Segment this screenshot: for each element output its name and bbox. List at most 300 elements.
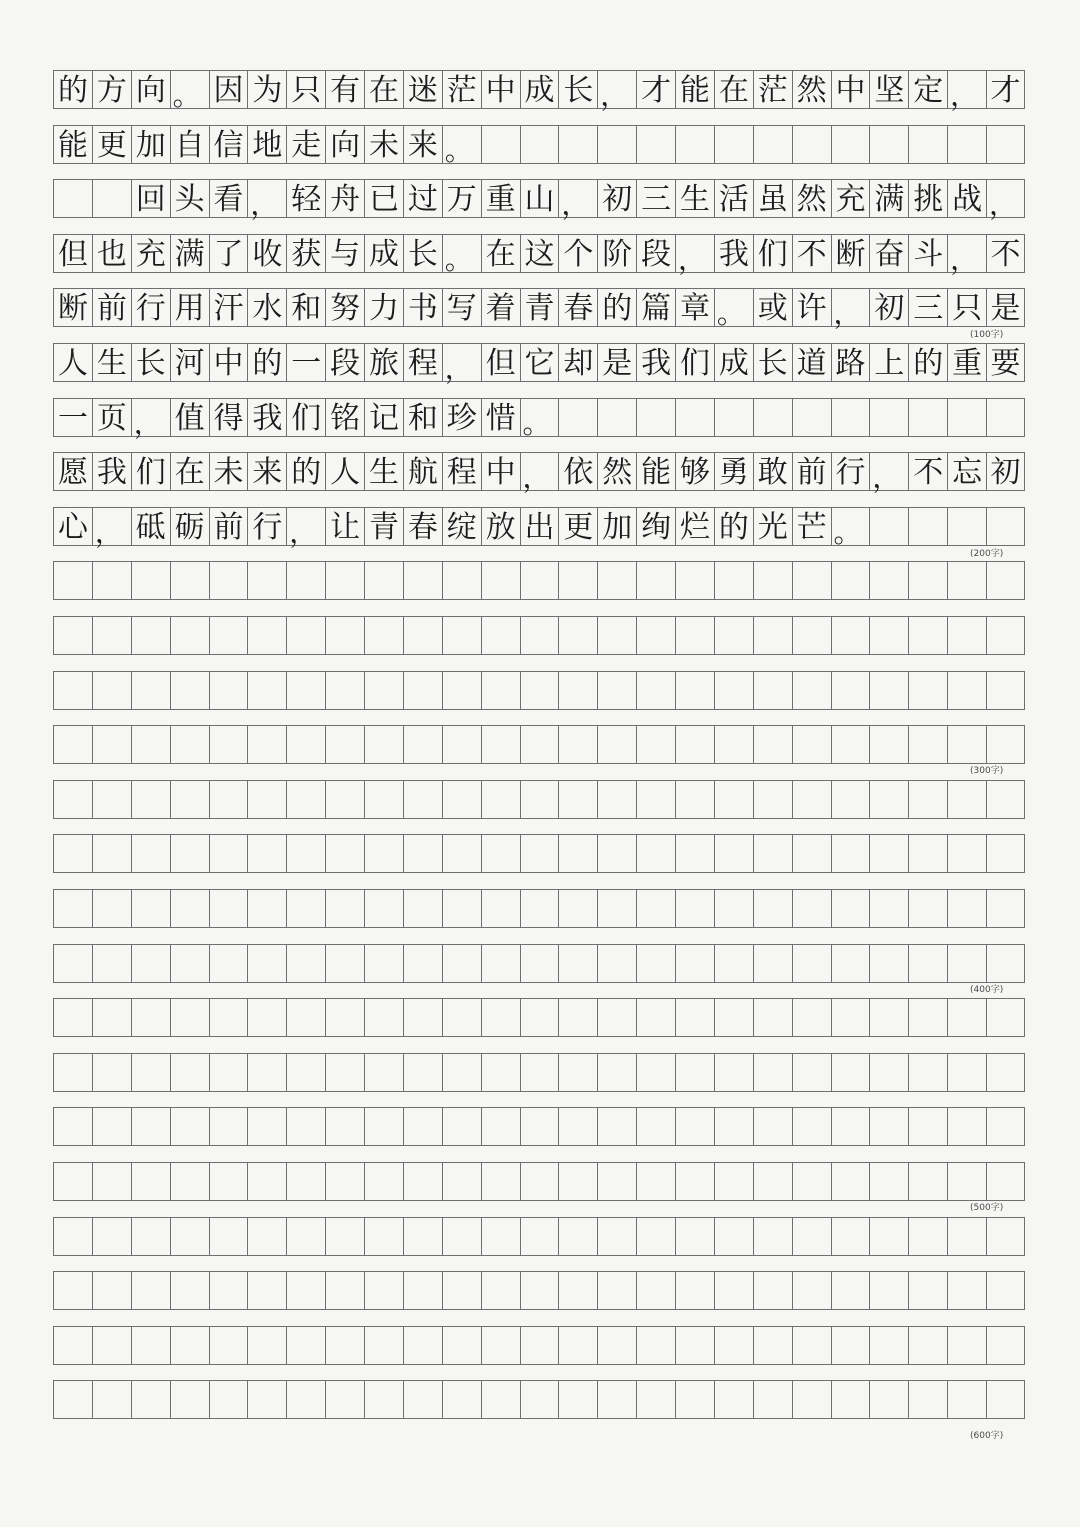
grid-cell: 三 bbox=[908, 288, 947, 327]
grid-cell bbox=[442, 998, 481, 1037]
grid-cell: 一 bbox=[286, 343, 325, 382]
grid-cell: 们 bbox=[286, 398, 325, 437]
grid-cell bbox=[520, 1326, 559, 1365]
grid-cell bbox=[908, 1271, 947, 1310]
grid-cell bbox=[792, 1271, 831, 1310]
grid-cell bbox=[636, 725, 675, 764]
grid-cell: 向 bbox=[325, 125, 364, 164]
grid-cell: 中 bbox=[481, 452, 520, 491]
grid-cell: 挑 bbox=[908, 179, 947, 218]
grid-cell bbox=[520, 1107, 559, 1146]
grid-cell bbox=[442, 1107, 481, 1146]
grid-cell bbox=[403, 780, 442, 819]
grid-cell: 充 bbox=[131, 234, 170, 273]
grid-cell bbox=[986, 1162, 1025, 1201]
grid-cell: 得 bbox=[209, 398, 248, 437]
grid-cell bbox=[92, 671, 131, 710]
grid-cell bbox=[753, 1053, 792, 1092]
essay-line bbox=[53, 234, 1025, 276]
grid-cell bbox=[403, 1053, 442, 1092]
grid-cell bbox=[636, 1053, 675, 1092]
grid-cell bbox=[753, 1380, 792, 1419]
grid-cell: 书 bbox=[403, 288, 442, 327]
grid-cell: 中 bbox=[209, 343, 248, 382]
grid-cell: 回 bbox=[131, 179, 170, 218]
grid-cell bbox=[675, 1107, 714, 1146]
grid-cell bbox=[908, 889, 947, 928]
grid-cell: 活 bbox=[714, 179, 753, 218]
grid-cell: 定 bbox=[908, 70, 947, 109]
grid-cell: 自 bbox=[170, 125, 209, 164]
grid-cell: 青 bbox=[520, 288, 559, 327]
grid-cell: 然 bbox=[792, 70, 831, 109]
grid-cell: 们 bbox=[131, 452, 170, 491]
grid-cell bbox=[364, 671, 403, 710]
grid-cell bbox=[869, 889, 908, 928]
grid-cell bbox=[986, 998, 1025, 1037]
grid-cell bbox=[986, 561, 1025, 600]
grid-cell bbox=[753, 616, 792, 655]
grid-cell bbox=[170, 1053, 209, 1092]
grid-cell bbox=[831, 616, 870, 655]
grid-cell bbox=[520, 1380, 559, 1419]
grid-cell bbox=[947, 1162, 986, 1201]
grid-cell bbox=[714, 780, 753, 819]
grid-cell: 青 bbox=[364, 507, 403, 546]
grid-cell bbox=[558, 998, 597, 1037]
grid-cell bbox=[908, 1162, 947, 1201]
grid-cell bbox=[831, 398, 870, 437]
grid-cell: ， bbox=[831, 288, 870, 327]
grid-cell bbox=[53, 944, 92, 983]
grid-cell bbox=[53, 561, 92, 600]
grid-cell bbox=[986, 616, 1025, 655]
grid-cell bbox=[131, 1053, 170, 1092]
word-count-400: (400字) bbox=[970, 985, 1004, 995]
grid-cell bbox=[286, 616, 325, 655]
grid-cell bbox=[481, 561, 520, 600]
grid-cell bbox=[792, 1053, 831, 1092]
grid-cell: 虽 bbox=[753, 179, 792, 218]
grid-cell bbox=[792, 398, 831, 437]
grid-cell: 心 bbox=[53, 507, 92, 546]
grid-cell: 地 bbox=[247, 125, 286, 164]
grid-cell: 一 bbox=[53, 398, 92, 437]
grid-cell bbox=[908, 1380, 947, 1419]
grid-cell bbox=[209, 1053, 248, 1092]
grid-cell bbox=[364, 1107, 403, 1146]
grid-cell bbox=[869, 671, 908, 710]
grid-cell: 我 bbox=[636, 343, 675, 382]
grid-cell bbox=[286, 1107, 325, 1146]
grid-cell bbox=[481, 1326, 520, 1365]
grid-cell: 茫 bbox=[753, 70, 792, 109]
grid-cell bbox=[442, 616, 481, 655]
grid-cell bbox=[325, 889, 364, 928]
grid-cell bbox=[831, 1217, 870, 1256]
grid-cell bbox=[986, 671, 1025, 710]
grid-cell: 三 bbox=[636, 179, 675, 218]
grid-cell: 在 bbox=[364, 70, 403, 109]
grid-cell bbox=[92, 725, 131, 764]
grid-cell bbox=[636, 780, 675, 819]
grid-cell bbox=[714, 889, 753, 928]
grid-cell bbox=[597, 1326, 636, 1365]
grid-cell bbox=[53, 671, 92, 710]
grid-cell bbox=[636, 1107, 675, 1146]
grid-cell bbox=[714, 725, 753, 764]
grid-cell bbox=[986, 944, 1025, 983]
grid-cell bbox=[53, 1271, 92, 1310]
grid-cell bbox=[908, 616, 947, 655]
grid-cell bbox=[481, 1107, 520, 1146]
grid-cell bbox=[714, 398, 753, 437]
grid-cell bbox=[714, 834, 753, 873]
grid-cell bbox=[869, 1271, 908, 1310]
empty-grid-row bbox=[53, 780, 1025, 819]
word-count-600: (600字) bbox=[970, 1431, 1004, 1441]
grid-cell bbox=[92, 780, 131, 819]
grid-cell bbox=[869, 834, 908, 873]
grid-cell bbox=[286, 889, 325, 928]
grid-cell: 珍 bbox=[442, 398, 481, 437]
grid-cell bbox=[908, 1107, 947, 1146]
grid-cell bbox=[986, 725, 1025, 764]
grid-cell: ， bbox=[869, 452, 908, 491]
grid-cell bbox=[714, 671, 753, 710]
grid-cell bbox=[792, 780, 831, 819]
grid-cell bbox=[753, 1162, 792, 1201]
grid-cell bbox=[364, 1162, 403, 1201]
grid-cell: 行 bbox=[247, 507, 286, 546]
grid-cell bbox=[558, 561, 597, 600]
empty-grid-row bbox=[53, 944, 1025, 983]
grid-cell: 头 bbox=[170, 179, 209, 218]
grid-cell bbox=[170, 780, 209, 819]
grid-cell bbox=[286, 561, 325, 600]
grid-cell bbox=[286, 1162, 325, 1201]
grid-cell bbox=[325, 780, 364, 819]
grid-cell bbox=[92, 889, 131, 928]
grid-cell: 。 bbox=[520, 398, 559, 437]
grid-cell bbox=[403, 998, 442, 1037]
grid-cell: 芒 bbox=[792, 507, 831, 546]
grid-cell bbox=[792, 889, 831, 928]
grid-cell: 和 bbox=[403, 398, 442, 437]
grid-cell: 们 bbox=[675, 343, 714, 382]
grid-cell bbox=[247, 561, 286, 600]
grid-cell bbox=[831, 1053, 870, 1092]
grid-cell bbox=[947, 1053, 986, 1092]
grid-cell: 是 bbox=[597, 343, 636, 382]
grid-cell bbox=[481, 1162, 520, 1201]
grid-cell bbox=[869, 1380, 908, 1419]
grid-cell: 惜 bbox=[481, 398, 520, 437]
grid-cell bbox=[675, 1380, 714, 1419]
grid-cell bbox=[675, 398, 714, 437]
grid-cell bbox=[597, 889, 636, 928]
grid-cell bbox=[209, 1380, 248, 1419]
grid-cell bbox=[986, 507, 1025, 546]
grid-cell: 茫 bbox=[442, 70, 481, 109]
empty-grid-row bbox=[53, 998, 1025, 1037]
grid-cell bbox=[325, 1162, 364, 1201]
grid-cell: 许 bbox=[792, 288, 831, 327]
grid-cell bbox=[831, 1380, 870, 1419]
grid-cell bbox=[209, 998, 248, 1037]
grid-cell bbox=[481, 125, 520, 164]
grid-cell: 的 bbox=[597, 288, 636, 327]
grid-cell bbox=[131, 780, 170, 819]
grid-cell bbox=[53, 834, 92, 873]
grid-cell bbox=[364, 1271, 403, 1310]
grid-cell bbox=[792, 998, 831, 1037]
grid-cell bbox=[947, 561, 986, 600]
grid-cell bbox=[869, 616, 908, 655]
grid-cell: 砺 bbox=[170, 507, 209, 546]
grid-cell bbox=[597, 1053, 636, 1092]
grid-cell: 人 bbox=[325, 452, 364, 491]
grid-cell bbox=[908, 398, 947, 437]
grid-cell: 航 bbox=[403, 452, 442, 491]
grid-cell: 收 bbox=[247, 234, 286, 273]
grid-cell bbox=[831, 780, 870, 819]
grid-cell bbox=[636, 1271, 675, 1310]
grid-cell bbox=[209, 1217, 248, 1256]
grid-cell: 却 bbox=[558, 343, 597, 382]
grid-cell bbox=[442, 1380, 481, 1419]
grid-cell bbox=[92, 561, 131, 600]
grid-cell bbox=[947, 725, 986, 764]
grid-cell: 坚 bbox=[869, 70, 908, 109]
grid-cell bbox=[325, 1271, 364, 1310]
grid-cell bbox=[247, 834, 286, 873]
grid-cell bbox=[247, 1107, 286, 1146]
grid-cell bbox=[947, 1380, 986, 1419]
grid-cell bbox=[986, 1217, 1025, 1256]
grid-cell: 段 bbox=[636, 234, 675, 273]
grid-cell bbox=[558, 125, 597, 164]
grid-cell bbox=[947, 1107, 986, 1146]
grid-cell bbox=[92, 1380, 131, 1419]
grid-cell: 看 bbox=[209, 179, 248, 218]
grid-cell bbox=[53, 889, 92, 928]
grid-cell bbox=[403, 834, 442, 873]
grid-cell bbox=[403, 889, 442, 928]
grid-cell bbox=[753, 780, 792, 819]
grid-cell: 能 bbox=[636, 452, 675, 491]
grid-cell: 方 bbox=[92, 70, 131, 109]
grid-cell bbox=[714, 944, 753, 983]
grid-cell bbox=[442, 780, 481, 819]
grid-cell: 已 bbox=[364, 179, 403, 218]
grid-cell: 过 bbox=[403, 179, 442, 218]
grid-cell: 我 bbox=[247, 398, 286, 437]
grid-cell bbox=[247, 725, 286, 764]
grid-cell: 。 bbox=[831, 507, 870, 546]
grid-cell bbox=[286, 780, 325, 819]
grid-cell bbox=[403, 561, 442, 600]
grid-cell bbox=[170, 889, 209, 928]
grid-cell: 才 bbox=[636, 70, 675, 109]
grid-cell bbox=[986, 1053, 1025, 1092]
essay-line bbox=[53, 452, 1025, 494]
grid-cell bbox=[947, 998, 986, 1037]
grid-cell bbox=[636, 834, 675, 873]
grid-cell bbox=[908, 1217, 947, 1256]
grid-cell bbox=[364, 944, 403, 983]
grid-cell: 春 bbox=[403, 507, 442, 546]
grid-cell: 它 bbox=[520, 343, 559, 382]
grid-cell bbox=[403, 1162, 442, 1201]
grid-cell: 战 bbox=[947, 179, 986, 218]
grid-cell: 和 bbox=[286, 288, 325, 327]
empty-grid-row bbox=[53, 725, 1025, 764]
grid-cell bbox=[986, 398, 1025, 437]
grid-cell bbox=[597, 1217, 636, 1256]
grid-cell bbox=[597, 998, 636, 1037]
grid-cell bbox=[247, 1326, 286, 1365]
grid-cell: 愿 bbox=[53, 452, 92, 491]
grid-cell: 但 bbox=[481, 343, 520, 382]
grid-cell bbox=[286, 1217, 325, 1256]
grid-cell bbox=[675, 834, 714, 873]
grid-cell bbox=[558, 616, 597, 655]
grid-cell: 放 bbox=[481, 507, 520, 546]
grid-cell bbox=[53, 1217, 92, 1256]
grid-cell: 长 bbox=[753, 343, 792, 382]
grid-cell: 用 bbox=[170, 288, 209, 327]
grid-cell bbox=[92, 1326, 131, 1365]
grid-cell bbox=[869, 1217, 908, 1256]
grid-cell bbox=[947, 834, 986, 873]
grid-cell bbox=[675, 1217, 714, 1256]
grid-cell bbox=[286, 1271, 325, 1310]
grid-cell bbox=[908, 1053, 947, 1092]
grid-cell: 前 bbox=[92, 288, 131, 327]
grid-cell bbox=[792, 1326, 831, 1365]
grid-cell bbox=[675, 1053, 714, 1092]
grid-cell bbox=[831, 1162, 870, 1201]
empty-grid-row bbox=[53, 834, 1025, 873]
grid-cell: 们 bbox=[753, 234, 792, 273]
grid-cell: 长 bbox=[131, 343, 170, 382]
essay-line bbox=[53, 125, 1025, 167]
grid-cell: 春 bbox=[558, 288, 597, 327]
grid-cell bbox=[520, 889, 559, 928]
grid-cell: 。 bbox=[170, 70, 209, 109]
grid-cell bbox=[753, 561, 792, 600]
grid-cell bbox=[714, 1380, 753, 1419]
grid-cell: 然 bbox=[597, 452, 636, 491]
grid-cell: 与 bbox=[325, 234, 364, 273]
empty-grid-row bbox=[53, 616, 1025, 655]
grid-cell: 初 bbox=[869, 288, 908, 327]
grid-cell: ， bbox=[597, 70, 636, 109]
grid-cell: 只 bbox=[947, 288, 986, 327]
grid-cell bbox=[53, 616, 92, 655]
grid-cell bbox=[286, 671, 325, 710]
grid-cell: 获 bbox=[286, 234, 325, 273]
grid-cell bbox=[869, 1162, 908, 1201]
grid-cell bbox=[247, 1271, 286, 1310]
grid-cell bbox=[636, 616, 675, 655]
grid-cell bbox=[92, 834, 131, 873]
grid-cell bbox=[364, 1380, 403, 1419]
grid-cell bbox=[325, 1107, 364, 1146]
grid-cell bbox=[131, 1107, 170, 1146]
grid-cell: 记 bbox=[364, 398, 403, 437]
grid-cell bbox=[908, 834, 947, 873]
grid-cell bbox=[325, 944, 364, 983]
grid-cell bbox=[286, 1053, 325, 1092]
grid-cell: 成 bbox=[714, 343, 753, 382]
grid-cell bbox=[131, 998, 170, 1037]
grid-cell: 但 bbox=[53, 234, 92, 273]
grid-cell: 迷 bbox=[403, 70, 442, 109]
grid-cell: 出 bbox=[520, 507, 559, 546]
grid-cell bbox=[364, 1053, 403, 1092]
grid-cell bbox=[675, 1326, 714, 1365]
grid-cell bbox=[325, 998, 364, 1037]
empty-grid-row bbox=[53, 671, 1025, 710]
grid-cell: 前 bbox=[209, 507, 248, 546]
grid-cell: 万 bbox=[442, 179, 481, 218]
grid-cell bbox=[364, 1217, 403, 1256]
grid-cell bbox=[481, 944, 520, 983]
grid-cell bbox=[986, 1271, 1025, 1310]
grid-cell bbox=[792, 834, 831, 873]
grid-cell bbox=[869, 507, 908, 546]
grid-cell: 。 bbox=[442, 125, 481, 164]
grid-cell bbox=[403, 1271, 442, 1310]
grid-cell: 砥 bbox=[131, 507, 170, 546]
grid-cell bbox=[170, 561, 209, 600]
essay-line bbox=[53, 507, 1025, 549]
grid-cell bbox=[247, 1053, 286, 1092]
grid-cell bbox=[131, 1326, 170, 1365]
grid-cell bbox=[247, 671, 286, 710]
grid-cell bbox=[675, 1162, 714, 1201]
grid-cell bbox=[131, 616, 170, 655]
grid-cell: 程 bbox=[442, 452, 481, 491]
grid-cell bbox=[53, 1380, 92, 1419]
grid-cell bbox=[831, 1326, 870, 1365]
grid-cell bbox=[986, 889, 1025, 928]
grid-cell bbox=[442, 944, 481, 983]
grid-cell: 未 bbox=[364, 125, 403, 164]
grid-cell: 写 bbox=[442, 288, 481, 327]
grid-cell: 成 bbox=[520, 70, 559, 109]
grid-cell bbox=[481, 1271, 520, 1310]
grid-cell: 然 bbox=[792, 179, 831, 218]
grid-cell: 重 bbox=[481, 179, 520, 218]
grid-cell: 页 bbox=[92, 398, 131, 437]
grid-cell bbox=[481, 671, 520, 710]
grid-cell bbox=[92, 1271, 131, 1310]
grid-cell bbox=[325, 616, 364, 655]
grid-cell bbox=[481, 780, 520, 819]
grid-cell: 断 bbox=[831, 234, 870, 273]
grid-cell bbox=[209, 1326, 248, 1365]
grid-cell: 要 bbox=[986, 343, 1025, 382]
grid-cell bbox=[53, 1053, 92, 1092]
grid-cell bbox=[131, 1271, 170, 1310]
grid-cell bbox=[520, 780, 559, 819]
grid-cell bbox=[481, 1053, 520, 1092]
grid-cell bbox=[597, 1107, 636, 1146]
grid-cell bbox=[947, 780, 986, 819]
